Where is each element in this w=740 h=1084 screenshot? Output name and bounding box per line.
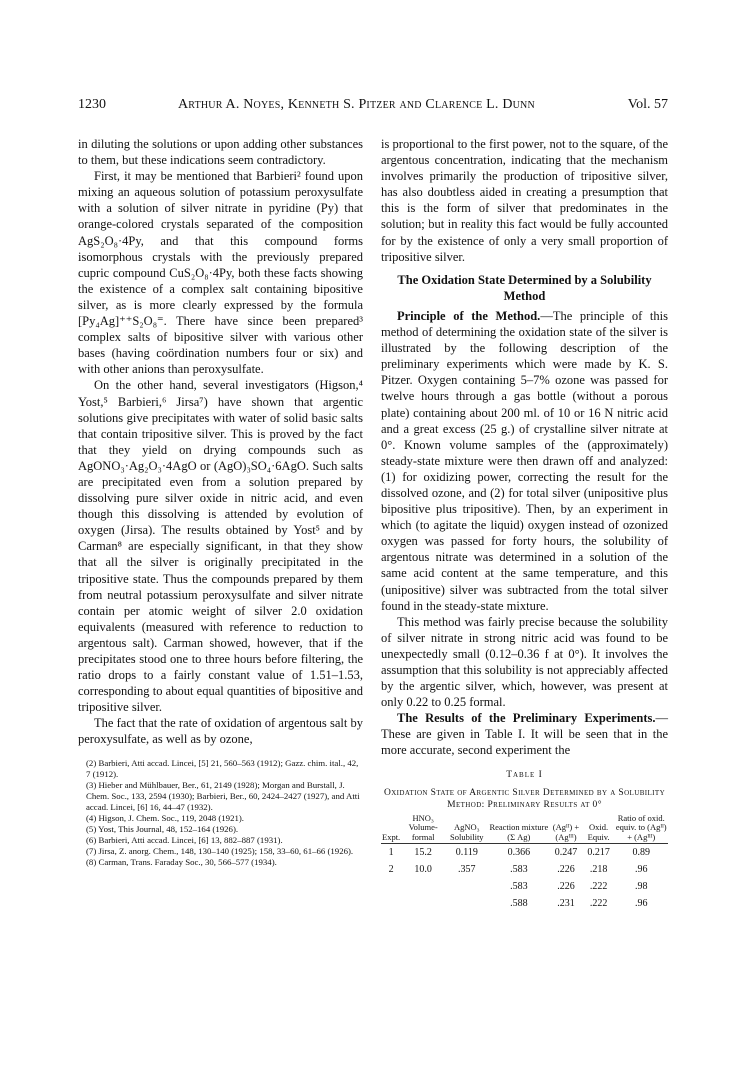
column-header: [488, 814, 549, 844]
table-cell: .98: [634, 881, 648, 893]
running-header: [78, 97, 668, 119]
table-cell: .222: [589, 898, 608, 910]
column-header: (Agᴵᴵ) + (Agᴵᴵᴵ): [549, 814, 583, 844]
paragraph: [381, 710, 668, 758]
right-column: [381, 136, 668, 913]
table-cell: .357: [458, 864, 476, 876]
header-authors: Arthur A. Noyes, Kenneth S. Pitzer and Clarence L. Dunn: [178, 97, 535, 112]
table-row: [381, 844, 668, 862]
results-table: [381, 814, 668, 913]
table-cell: .588: [510, 898, 528, 910]
table-cell: [445, 878, 488, 895]
paragraph-text: —These are given in Table I. It will be seen that in the more accurate, second experiment the: [381, 711, 668, 758]
section-heading: The Oxidation State Determined by a Solubility Method: [397, 272, 652, 303]
table-cell: .583: [510, 864, 528, 876]
paragraph: [381, 308, 668, 614]
footnote: (5) Yost, This Journal, 48, 152–164 (1926).: [86, 823, 239, 834]
table-cell: [401, 878, 445, 895]
table-cell: 0.366: [507, 847, 531, 859]
table-cell: .226: [557, 864, 575, 876]
table-cell: .231: [557, 898, 575, 910]
table-cell: 0.89: [632, 847, 650, 859]
paragraph: is proportional to the first power, not to the square, of the argentous concentration, indicating that the mechanism involves primarily the production of tripositive silver, has also doubtless aided in creating a presumption that this is the form of silver that predominates in the solution; but in reality this fact would be fully accounted for by the existence of only a very small proportion of tripositive silver.: [381, 137, 668, 264]
table-cell: .96: [634, 864, 648, 876]
table-cell: 10.0: [414, 864, 432, 876]
table-cell: 15.2: [414, 847, 432, 859]
footnote: (4) Higson, J. Chem. Soc., 119, 2048 (1921).: [86, 812, 245, 823]
paragraph: On the other hand, several investigators (Higson,⁴ Yost,⁵ Barbieri,⁶ Jirsa⁷) have shown that argentic solutions give precipitates with water of solid basic salts that contain tripositive silver. This is proved by the fact that they yield on drying compounds such as AgONO₃·Ag₂O₃·4AgO or (AgO)₃SO₄·6AgO. Such salts are precipitated even from a solution prepared by dissolving pure silver oxide in nitric acid, and even though this dissolving is attended by evolution of oxygen (Jirsa). The results obtained by Yost⁵ and by Carman⁸ are especially significant, in that they show that all the silver is originally precipitated in the tripositive state. Thus the compounds prepared by them from neutral potassium peroxysulfate and silver nitrate contain per atomic weight of silver 2.0 oxidation equivalents (measured with reference to reduction to argentous salt). Carman showed, however, that if the precipitates stood one to three hours before filtering, the ratio drops to a fairly constant value of 1.51–1.53, corresponding to about equal quantities of bipositive and tripositive silver.: [78, 378, 363, 715]
footnote: (3) Hieber and Mühlbauer, Ber., 61, 2149 (1928); Morgan and Burstall, J. Chem. Soc., 133, 2594 (1930); Barbieri, Ber., 60, 2424–2427 (1927), and Atti accad. Lincei, [6] 16, 44–47 (1932).: [86, 779, 360, 812]
paragraph-text: —The principle of this method of determining the oxidation state of the silver is illustrated by the following description of the preliminary experiments which were made by K. S. Pitzer. Oxygen containing 5–7% ozone was passed for twelve hours through a gas bottle (without a porous plate) containing about 200 ml. of 10 or 16 N nitric acid and a great excess (25 g.) of crystalline silver nitrate at 0°. Known volume samples of the (approximately) steady-state mixture were then drawn off and analyzed: (1) for oxidizing power, correcting the result for the dissolved ozone, and (2) for total silver (unipositive plus bipositive plus tripositive). Then, by an experiment in which (to agitate the liquid) oxygen instead of ozonized oxygen was passed for forty hours, the solubility of argentous nitrate was determined in a solution of the same acid content at the same temperature, and this (unipositive) silver was subtracted from the total silver found in the steady-state mixture.: [381, 308, 668, 613]
paragraph: The fact that the rate of oxidation of argentous salt by peroxysulfate, as well as by ozone,: [78, 716, 363, 747]
table-cell: [381, 895, 401, 912]
table-cell: 2: [388, 864, 394, 876]
table-cell: 0.217: [587, 847, 610, 859]
table-cell: [381, 878, 401, 895]
footnote: (6) Barbieri, Atti accad. Lincei, [6] 13, 882–887 (1931).: [86, 834, 283, 845]
column-header: Oxid. Equiv.: [583, 814, 615, 844]
footnote: (2) Barbieri, Atti accad. Lincei, [5] 21, 560–563 (1912); Gazz. chim. ital., 42, 7 (1912).: [86, 757, 359, 779]
paragraph: in diluting the solutions or upon adding other substances to them, but these indications seem contradictory.: [78, 137, 363, 168]
table-row: [381, 861, 668, 878]
runin-heading: Principle of the Method.: [397, 308, 541, 323]
table-row: [381, 878, 668, 895]
runin-heading: The Results of the Preliminary Experiments.: [397, 711, 656, 726]
table-cell: 0.247: [554, 847, 578, 859]
page-number: 1230: [78, 97, 106, 112]
paragraph: This method was fairly precise because the solubility of silver nitrate in strong nitric acid was found to be unexpectedly small (0.12–0.36 f at 0°). It involves the assumption that this solubility is not appreciably affected by the argentic silver, which, however, was present at only 0.22 to 0.25 formal.: [381, 614, 668, 710]
paragraph: First, it may be mentioned that Barbieri² found upon mixing an aqueous solution of potassium peroxysulfate with a solution of silver nitrate in pyridine (Py) that orange-colored crystals separated of the composition AgS₂O₈·4Py, and that this compound forms isomorphous crystals with the previously prepared cupric compound CuS₂O₈·4Py, both these facts showing the existence of a complex salt containing bipositive silver, as is more clearly expressed by the formula [Py₄Ag]⁺⁺S₂O₈⁼. There have since been prepared³ complex salts of bipositive silver with various other bases (having coördination numbers four or six) and with other anions than peroxysulfate.: [78, 169, 363, 377]
group-header: Reaction mixture: [489, 822, 549, 833]
table-cell: .226: [557, 881, 575, 893]
table-cell: [445, 895, 488, 912]
table-cell: .583: [510, 881, 528, 893]
table-title: Oxidation State of Argentic Silver Determined by a Solubility Method: Preliminary Results at 0°: [383, 787, 666, 810]
table-cell: 1: [388, 847, 394, 859]
table-label: Table I: [506, 769, 543, 780]
footnotes: [78, 758, 363, 868]
column-header: Ratio of oxid. equiv. to (Agᴵᴵ) + (Agᴵᴵᴵ): [615, 812, 667, 842]
table-header-row: [381, 814, 668, 844]
table-cell: .222: [589, 881, 608, 893]
table-cell: 0.119: [455, 847, 478, 859]
table-cell: [401, 895, 445, 912]
table-cell: .96: [634, 898, 648, 910]
column-header: Expt.: [381, 814, 401, 844]
footnote: (7) Jirsa, Z. anorg. Chem., 148, 130–140 (1925); 158, 33–60, 61–66 (1926).: [86, 845, 354, 856]
column-header-label: (Σ Ag): [507, 831, 531, 842]
table-row: [381, 895, 668, 912]
volume-label: Vol. 57: [627, 97, 668, 112]
footnote: (8) Carman, Trans. Faraday Soc., 30, 566–577 (1934).: [86, 856, 277, 867]
column-header: HNO₃ Volume-formal: [401, 814, 445, 844]
table-cell: .218: [589, 864, 608, 876]
column-header: AgNO₃ Solubility: [445, 814, 488, 844]
left-column: [78, 136, 363, 868]
